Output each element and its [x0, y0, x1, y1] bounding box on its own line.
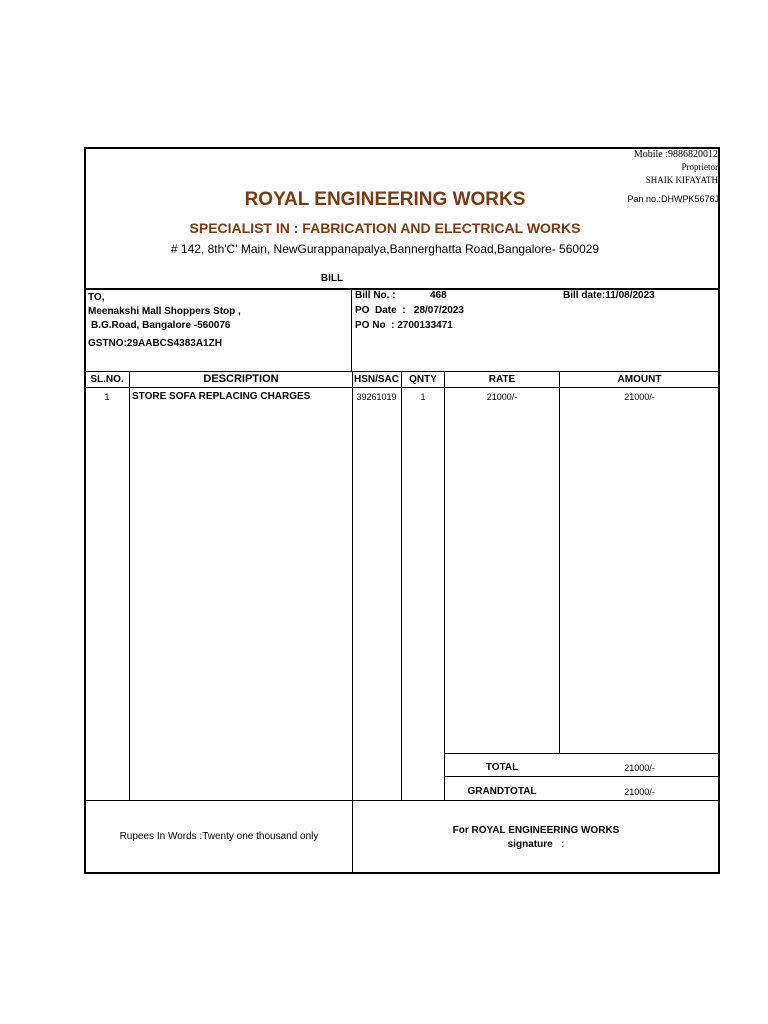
company-address: # 142, 8th'C' Main, NewGurappanapalya,Bannerghatta Road,Bangalore- 560029 — [170, 242, 600, 256]
grand-total-value: 21000/- — [624, 787, 655, 797]
bill-date: Bill date:11/08/2023 — [563, 290, 655, 301]
buyer-line-2: B.G.Road, Bangalore -560076 — [91, 320, 231, 331]
bill-number-label: Bill No. : — [355, 290, 396, 301]
buyer-line-1: Meenakshi Mall Shoppers Stop , — [88, 306, 241, 317]
buyer-gstin: GSTNO:29AABCS4383A1ZH — [88, 338, 222, 349]
row-description: STORE SOFA REPLACING CHARGES — [132, 391, 311, 402]
for-company: For ROYAL ENGINEERING WORKS — [452, 825, 620, 836]
amount-in-words: Rupees In Words :Twenty one thousand only — [119, 831, 319, 842]
column-header-qty: QNTY — [409, 374, 437, 385]
proprietor-label: Proprietor — [681, 162, 718, 172]
company-name: ROYAL ENGINEERING WORKS — [244, 189, 526, 210]
column-header-description: DESCRIPTION — [203, 373, 279, 385]
bill-number: 468 — [430, 290, 447, 301]
mobile-number: Mobile :9886820012 — [633, 149, 718, 160]
po-number: PO No : 2700133471 — [355, 320, 453, 331]
total-label: TOTAL — [485, 762, 519, 773]
buyer-to: TO, — [88, 292, 105, 303]
column-header-amount: AMOUNT — [617, 374, 662, 385]
row-qty: 1 — [420, 392, 426, 402]
column-header-slno: SL.NO. — [90, 374, 124, 385]
pan-number: Pan no.:DHWPK5676J — [627, 194, 719, 204]
po-date: PO Date : 28/07/2023 — [355, 305, 464, 316]
row-rate: 21000/- — [486, 392, 518, 402]
column-header-rate: RATE — [488, 374, 516, 385]
column-header-hsn: HSN/SAC — [353, 374, 399, 385]
specialist-line: SPECIALIST IN : FABRICATION AND ELECTRICAL WORKS — [189, 220, 581, 236]
document-title: BILL — [320, 273, 344, 284]
row-slno: 1 — [104, 392, 110, 402]
total-value: 21000/- — [624, 763, 655, 773]
signature-label: signature : — [507, 839, 565, 850]
proprietor-name: SHAIK KIFAYATH — [645, 175, 718, 185]
row-amount: 21000/- — [624, 392, 655, 402]
grand-total-label: GRANDTOTAL — [467, 786, 537, 797]
row-hsn: 39261019 — [356, 392, 397, 402]
